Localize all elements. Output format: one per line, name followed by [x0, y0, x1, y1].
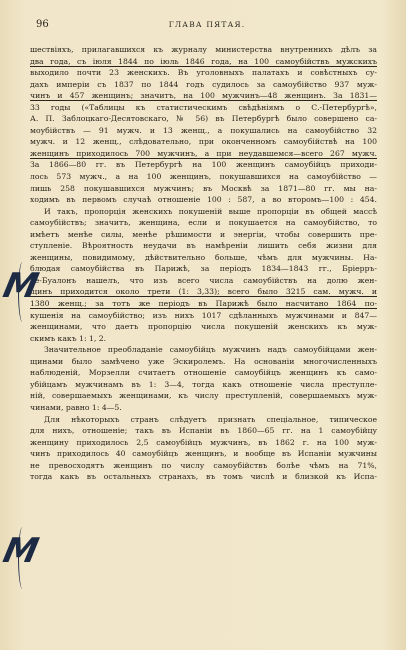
text-line: выходило почти 23 женскихъ. Въ уголовныхъ палатахъ и совѣстныхъ су- [30, 68, 377, 78]
text-line: самоубійствъ; значитъ, женщина, если и покушается на самоубійство, то [30, 218, 377, 228]
text-line: для нихъ, отношеніе; такъ въ Испаніи въ 1860—65 гг. на 1 самоубійцу [30, 426, 377, 436]
text-line: кушенія на самоубійство; изъ нихъ 1017 сдѣланныхъ мужчинами и 847— [30, 310, 377, 320]
body-text [30, 44, 377, 483]
text-line: ходимъ въ первомъ случаѣ отношеніе 100 : 587, а во второмъ—100 : 454. [30, 195, 377, 205]
text-line: два года, съ іюля 1844 по іюль 1846 года, на 100 самоубійствъ мужскихъ [30, 56, 377, 66]
text-line: Для нѣкоторыхъ странъ слѣдуетъ признать спеціальное, типическое [44, 414, 377, 424]
text-line: За 1866—80 гг. въ Петербургѣ на 100 женщинъ самоубійцъ приходи- [30, 160, 377, 170]
chapter-title: ГЛАВА ПЯТАЯ. [168, 20, 246, 29]
text-line: чинами, равно 1: 4—5. [30, 402, 122, 412]
text-line: имѣетъ менѣе силы, менѣе рѣшимости и энергіи, чтобы совершить пре- [30, 229, 377, 239]
text-line: моубійствъ — 91 мужч. и 13 женщ., а покушались на самоубійство 32 [30, 125, 377, 135]
text-line: чинъ и 457 женщинъ; значитъ, на 100 мужчинъ—48 женщинъ. За 1831— [30, 91, 377, 101]
page-number: 96 [36, 19, 49, 30]
text-line: ній, совершаемыхъ женщинами, къ числу преступленій, совершаемыхъ муж- [30, 391, 377, 401]
text-line: женщину приходилось 2,5 самоубійцъ мужчинъ, въ 1862 г. на 100 муж- [30, 437, 377, 447]
text-line: лось 573 мужч., а на 100 женщинъ, покушавшихся на самоубійство — [30, 172, 377, 182]
text-line: шествіяхъ, прилагавшихся къ журналу министерства внутреннихъ дѣлъ за [30, 45, 377, 54]
text-line: Значительное преобладаніе самоубійцъ мужчинъ надъ самоубійцами жен- [44, 345, 377, 355]
text-line: А. П. Заблоцкаго-Десятовскаго, № 56) въ Петербургѣ было совершено са- [30, 114, 377, 124]
text-line: женщинами, что даетъ пропорцію числа покушеній женскихъ къ муж- [30, 322, 377, 332]
text-line: 1380 женщ.; за тотъ же періодъ въ Парижѣ было насчитано 1864 по- [30, 299, 377, 309]
text-line: не превосходятъ женщинъ по числу самоубійствъ болѣе чѣмъ на 71%, [30, 460, 377, 470]
text-line: 33 годы («Таблицы къ статистическимъ свѣдѣніямъ о С.-Петербургѣ», [30, 102, 377, 112]
text-line: И такъ, пропорція женскихъ покушеній выше пропорціи въ общей массѣ [44, 206, 377, 216]
text-line: чинъ приходилось 40 самоубійцъ женщинъ, и вообще въ Испаніи мужчины [30, 449, 377, 459]
text-line: блюдая самоубійства въ Парижѣ, за періодъ 1834—1843 гг., Бріерръ- [30, 264, 377, 274]
text-line: ступленіе. Вѣроятность неудачи въ намѣреніи лишить себя жизни для [30, 241, 377, 251]
text-line: наблюденій, Морзелли считаетъ отношеніе самоубійцъ женщинъ къ само- [30, 368, 377, 378]
text-line: женщинъ приходилось 700 мужчинъ, а при неудавшемся—всего 267 мужч. [30, 148, 377, 158]
page-header [32, 19, 382, 33]
text-line: дахъ имперіи съ 1837 по 1844 годъ судилось за самоубійство 937 муж- [30, 79, 377, 89]
text-line: убійцамъ мужчинамъ въ 1: 3—4, тогда какъ отношеніе числа преступле- [30, 379, 377, 389]
handwritten-margin-note: M [0, 531, 43, 571]
text-line: женщины, повидимому, дѣйствительно больше, чѣмъ для мужчины. На- [30, 252, 377, 262]
text-line: мужч. и 12 женщ., слѣдовательно, при оконченномъ самоубійствѣ на 100 [30, 137, 377, 147]
text-line: щинъ приходится около трети (1: 3,33); всего было 3215 сам. мужч. и [30, 287, 377, 297]
text-line: лишь 258 покушавшихся мужчинъ; въ Москвѣ за 1871—80 гг. мы на- [30, 183, 377, 193]
text-line: щинами было замѣчено уже Эскиролемъ. На основаніи многочисленныхъ [30, 356, 377, 366]
text-line: скимъ какъ 1: 1, 2. [30, 333, 107, 343]
handwritten-margin-note: M [0, 266, 43, 306]
text-line: де-Буалонъ нашелъ, что изъ всего числа самоубійствъ на долю жен- [30, 275, 377, 285]
text-line: тогда какъ въ остальныхъ странахъ, въ томъ числѣ и близкой къ Испа- [30, 472, 377, 482]
